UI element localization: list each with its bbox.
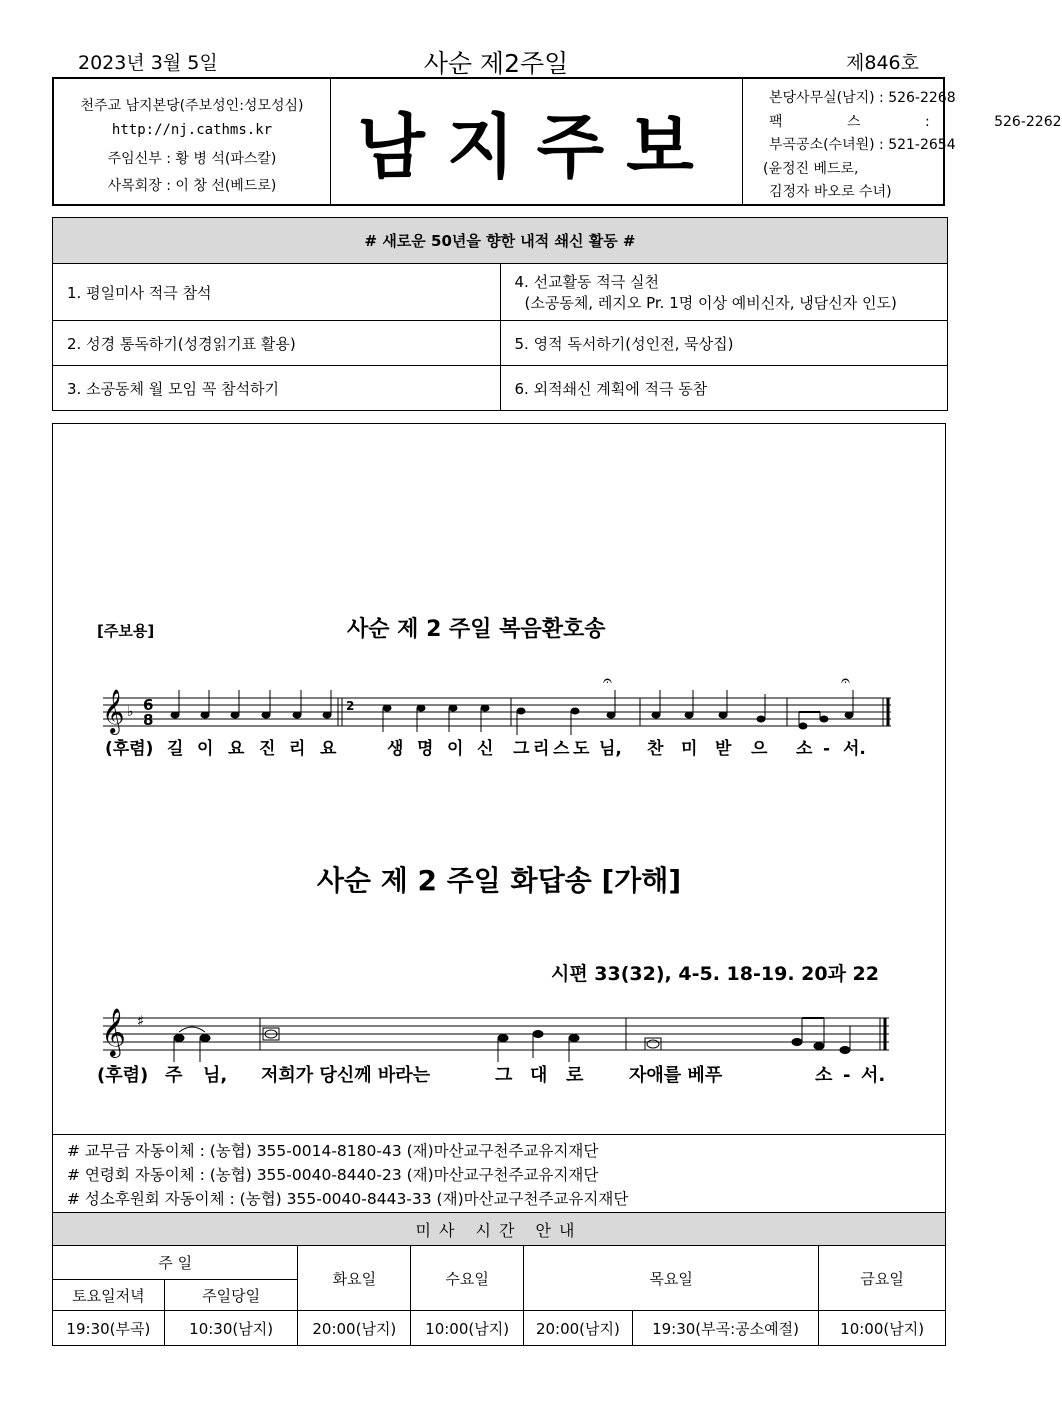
lyric: 님, [599, 739, 622, 759]
mass-time: 10:00(남지) [819, 1311, 946, 1346]
parish-info [54, 79, 331, 204]
lyric: - [823, 739, 831, 759]
renewal-table [52, 217, 948, 411]
mass-heading: 미사 시간 안내 [53, 1213, 946, 1246]
account-line: # 성소후원회 자동이체 : (농협) 355-0040-8443-33 (재)마산교구천주교유지재단 [67, 1190, 629, 1208]
account-line: # 연령회 자동이체 : (농협) 355-0040-8440-23 (재)마산교구천주교유지재단 [67, 1166, 599, 1184]
parish-name: 천주교 남지본당(주보성인:성모성심) [80, 98, 304, 114]
lyric: 으 [751, 739, 768, 759]
lyric: 그 [495, 1065, 513, 1086]
psalm-title: 사순 제 2 주일 화답송 [가해] [316, 864, 682, 897]
lyric: 스 [553, 739, 570, 759]
mass-time: 19:30(부곡) [53, 1311, 165, 1346]
time-sig-top: 6 [143, 696, 154, 714]
wednesday-header: 수요일 [411, 1246, 524, 1311]
tuesday-header: 화요일 [298, 1246, 411, 1311]
staff-2-notes [174, 1018, 850, 1062]
sister-1: (윤정진 베드로, [763, 161, 859, 177]
lyric: 명 [417, 739, 434, 759]
lyric: 소 [796, 739, 813, 759]
time-sig-2: 2 [346, 699, 355, 713]
staff-2 [103, 1018, 889, 1050]
lyric: 서. [861, 1065, 886, 1086]
saturday-evening-header: 토요일저녁 [53, 1280, 165, 1311]
staff-1 [103, 698, 891, 726]
lyric: 요 [228, 739, 245, 759]
mission-phone: 부곡공소(수녀원) : 521-2654 [769, 137, 956, 153]
lyric: 진 [259, 739, 276, 759]
lyric: 소 [815, 1065, 833, 1086]
flat-sign-icon: ♭ [127, 704, 134, 720]
mass-time: 20:00(남지) [524, 1311, 633, 1346]
parish-url[interactable]: http://nj.cathms.kr [111, 122, 273, 138]
lyric: 생 [387, 739, 404, 759]
renewal-item-4 [500, 264, 948, 321]
lyric: 이 [447, 739, 464, 759]
mass-time: 10:00(남지) [411, 1311, 524, 1346]
fermata-icon: 𝄐 [841, 671, 850, 690]
treble-clef-icon: 𝄞 [101, 1007, 126, 1056]
council-chair: 사목회장 : 이 창 선(베드로) [107, 178, 277, 194]
lyric: (후렴) [97, 1065, 149, 1086]
thursday-header: 목요일 [524, 1246, 819, 1311]
bulletin-logo: 남지주보 [357, 106, 716, 188]
time-sig-bottom: 8 [143, 711, 154, 729]
renewal-item-4-title: 4. 선교활동 적극 실천 [514, 273, 660, 291]
account-line: # 교무금 자동이체 : (농협) 355-0014-8180-43 (재)마산교구천주교유지재단 [67, 1142, 599, 1160]
office-phone: 본당사무실(남지) : 526-2268 [769, 90, 956, 106]
lyric: - [843, 1065, 851, 1086]
lyric: 자애를 베푸 [629, 1065, 723, 1086]
bulletin-tag: [주보용] [97, 622, 155, 640]
fermata-icon: 𝄐 [603, 671, 612, 690]
pastor: 주임신부 : 황 병 석(파스칼) [107, 151, 277, 167]
psalm-reference: 시편 33(32), 4-5. 18-19. 20과 22 [550, 963, 879, 985]
issue-number: 제846호 [846, 52, 919, 74]
music-score-box [52, 423, 946, 1135]
renewal-item-4-detail: (소공동체, 레지오 Pr. 1명 이상 예비신자, 냉담신자 인도) [524, 294, 897, 312]
renewal-item-5: 5. 영적 독서하기(성인전, 묵상집) [500, 321, 948, 366]
renewal-item-1: 1. 평일미사 적극 참석 [53, 264, 501, 321]
mass-schedule-table [52, 1212, 946, 1346]
mass-time: 10:30(남지) [164, 1311, 298, 1346]
mass-time: 19:30(부곡:공소예절) [632, 1311, 818, 1346]
lyric: 대 [530, 1065, 548, 1086]
renewal-item-2: 2. 성경 통독하기(성경읽기표 활용) [53, 321, 501, 366]
lyric: 이 [197, 739, 214, 759]
contact-info [743, 79, 1062, 204]
renewal-item-6: 6. 외적쇄신 계획에 적극 동참 [500, 366, 948, 411]
lyric: 받 [715, 739, 732, 759]
friday-header: 금요일 [819, 1246, 946, 1311]
acclamation-title: 사순 제 2 주일 복음환호송 [347, 617, 606, 642]
sister-2: 김정자 바오로 수녀) [769, 184, 892, 200]
acclamation-lyrics [105, 738, 866, 759]
renewal-heading: # 새로운 50년을 향한 내적 쇄신 활동 # [53, 218, 948, 264]
lyric: 서. [843, 739, 866, 759]
lyric: 그 [513, 739, 530, 759]
mass-time: 20:00(남지) [298, 1311, 411, 1346]
lyric: 찬 [647, 739, 664, 759]
lyric: 요 [320, 739, 337, 759]
renewal-item-3: 3. 소공동체 월 모임 꼭 참석하기 [53, 366, 501, 411]
masthead [52, 77, 1062, 206]
fax-phone: 팩 스 : 526-2262 [769, 114, 1062, 130]
sunday-day-header: 주일당일 [164, 1280, 298, 1311]
lyric: 주 [165, 1065, 183, 1086]
lyric: 리 [289, 739, 306, 759]
lyric: 길 [167, 739, 184, 759]
lyric: 님, [203, 1065, 228, 1086]
brand-block [331, 79, 743, 204]
issue-date: 2023년 3월 5일 [78, 52, 218, 74]
sheet-music [53, 424, 945, 1134]
sharp-sign-icon: ♯ [137, 1012, 145, 1030]
lyric: (후렴) [105, 739, 154, 759]
lyric: 신 [477, 739, 494, 759]
auto-transfer-accounts [52, 1134, 946, 1213]
lyric: 로 [566, 1065, 584, 1086]
lyric: 리 [533, 739, 550, 759]
lyric: 미 [681, 739, 698, 759]
psalm-lyrics [97, 1064, 885, 1086]
lyric: 도 [573, 739, 590, 759]
sunday-header: 주 일 [53, 1246, 298, 1280]
lyric: 저희가 당신께 바라는 [261, 1065, 431, 1086]
page-title: 사순 제2주일 [423, 49, 569, 78]
treble-clef-icon: 𝄞 [102, 689, 125, 733]
